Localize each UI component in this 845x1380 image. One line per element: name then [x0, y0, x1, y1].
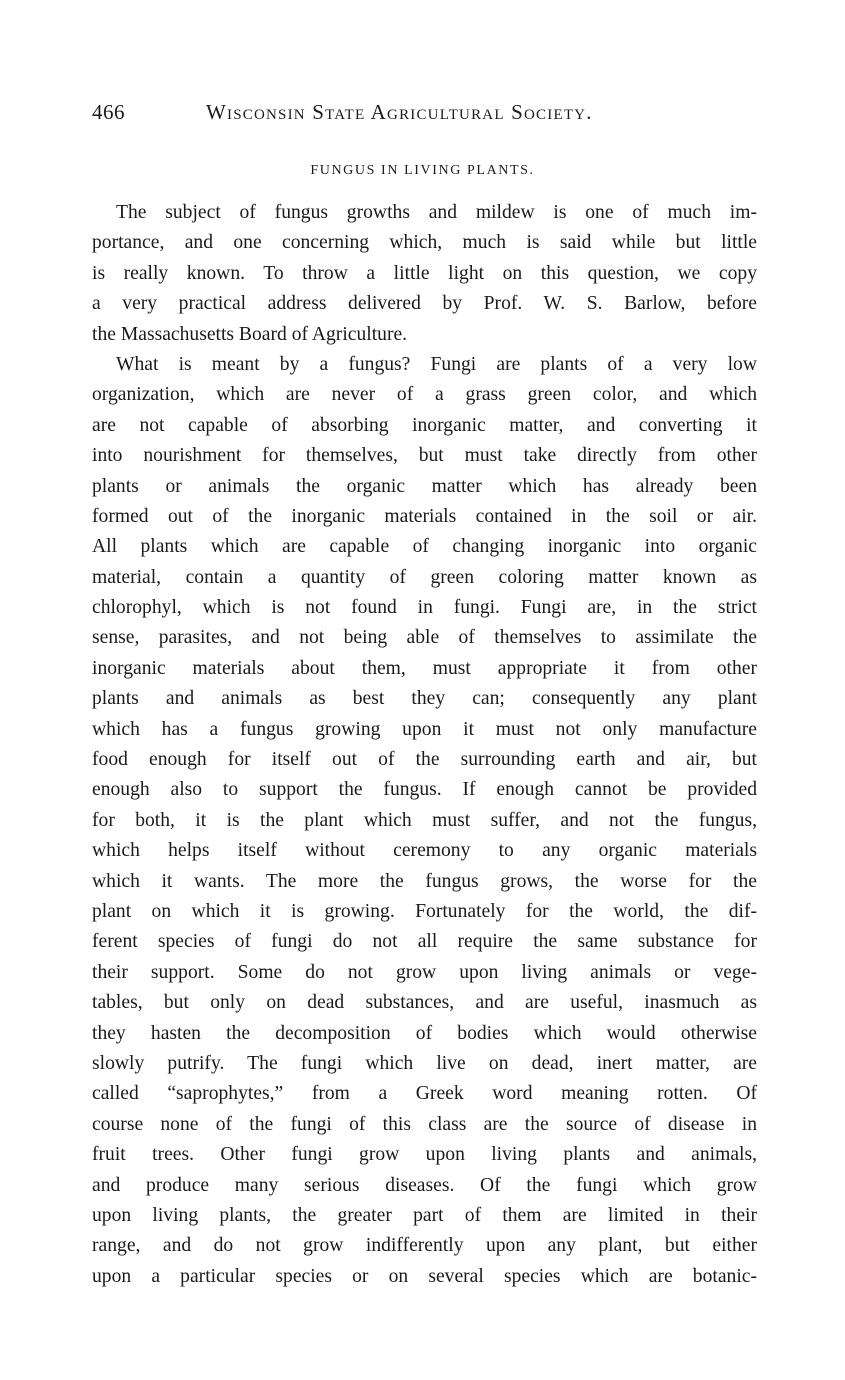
text-line: sense, parasites, and not being able of themselves to assimilate the: [92, 627, 757, 649]
text-line: formed out of the inorganic materials contained in the soil or air.: [92, 505, 757, 527]
text-line: tables, but only on dead substances, and are useful, inasmuch as: [92, 992, 757, 1014]
article-body: [92, 198, 757, 1292]
text-line: chlorophyl, which is not found in fungi. Fungi are, in the strict: [92, 597, 757, 619]
text-line: the Massachusetts Board of Agriculture.: [92, 323, 408, 345]
text-line: their support. Some do not grow upon living animals or vege-: [92, 961, 757, 983]
text-line: slowly putrify. The fungi which live on dead, inert matter, are: [92, 1052, 757, 1074]
text-line: into nourishment for themselves, but must take directly from other: [92, 445, 757, 467]
article-title: FUNGUS IN LIVING PLANTS.: [310, 163, 535, 178]
text-line: inorganic materials about them, must appropriate it from other: [92, 657, 757, 679]
text-line: fruit trees. Other fungi grow upon living plants and animals,: [92, 1144, 757, 1166]
text-line: upon living plants, the greater part of them are limited in their: [92, 1204, 757, 1226]
text-line: and produce many serious diseases. Of the fungi which grow: [92, 1174, 757, 1196]
text-line: plants or animals the organic matter which has already been: [92, 475, 757, 497]
text-line: course none of the fungi of this class are the source of disease in: [92, 1113, 757, 1135]
text-line: range, and do not grow indifferently upon any plant, but either: [92, 1235, 757, 1257]
text-line: enough also to support the fungus. If enough cannot be provided: [92, 779, 757, 801]
text-line: plants and animals as best they can; consequently any plant: [92, 688, 757, 710]
text-line: which it wants. The more the fungus grows, the worse for the: [92, 870, 757, 892]
text-line: material, contain a quantity of green coloring matter known as: [92, 566, 757, 588]
text-line: they hasten the decomposition of bodies which would otherwise: [92, 1022, 757, 1044]
text-line: called “saprophytes,” from a Greek word meaning rotten. Of: [92, 1083, 757, 1105]
text-line: are not capable of absorbing inorganic matter, and converting it: [92, 414, 757, 436]
text-line: for both, it is the plant which must suffer, and not the fungus,: [92, 809, 757, 831]
text-line: All plants which are capable of changing inorganic into organic: [92, 536, 757, 558]
running-head: [92, 100, 662, 132]
text-line: upon a particular species or on several species which are botanic-: [92, 1265, 757, 1287]
text-line: What is meant by a fungus? Fungi are plants of a very low: [116, 353, 757, 375]
text-line: which helps itself without ceremony to any organic materials: [92, 840, 757, 862]
text-line: organization, which are never of a grass green color, and which: [92, 384, 757, 406]
page-number: 466: [92, 100, 125, 124]
text-line: The subject of fungus growths and mildew is one of much im-: [116, 202, 757, 223]
text-line: ferent species of fungi do not all require the same substance for: [92, 931, 757, 953]
text-line: portance, and one concerning which, much is said while but little: [92, 232, 757, 254]
journal-title: Wisconsin State Agricultural Society.: [206, 100, 593, 124]
text-line: plant on which it is growing. Fortunately for the world, the dif-: [92, 900, 757, 922]
text-line: is really known. To throw a little light on this question, we copy: [92, 262, 757, 284]
text-line: a very practical address delivered by Prof. W. S. Barlow, before: [92, 293, 757, 315]
text-line: which has a fungus growing upon it must not only manufacture: [92, 718, 757, 740]
text-line: food enough for itself out of the surrounding earth and air, but: [92, 749, 757, 771]
